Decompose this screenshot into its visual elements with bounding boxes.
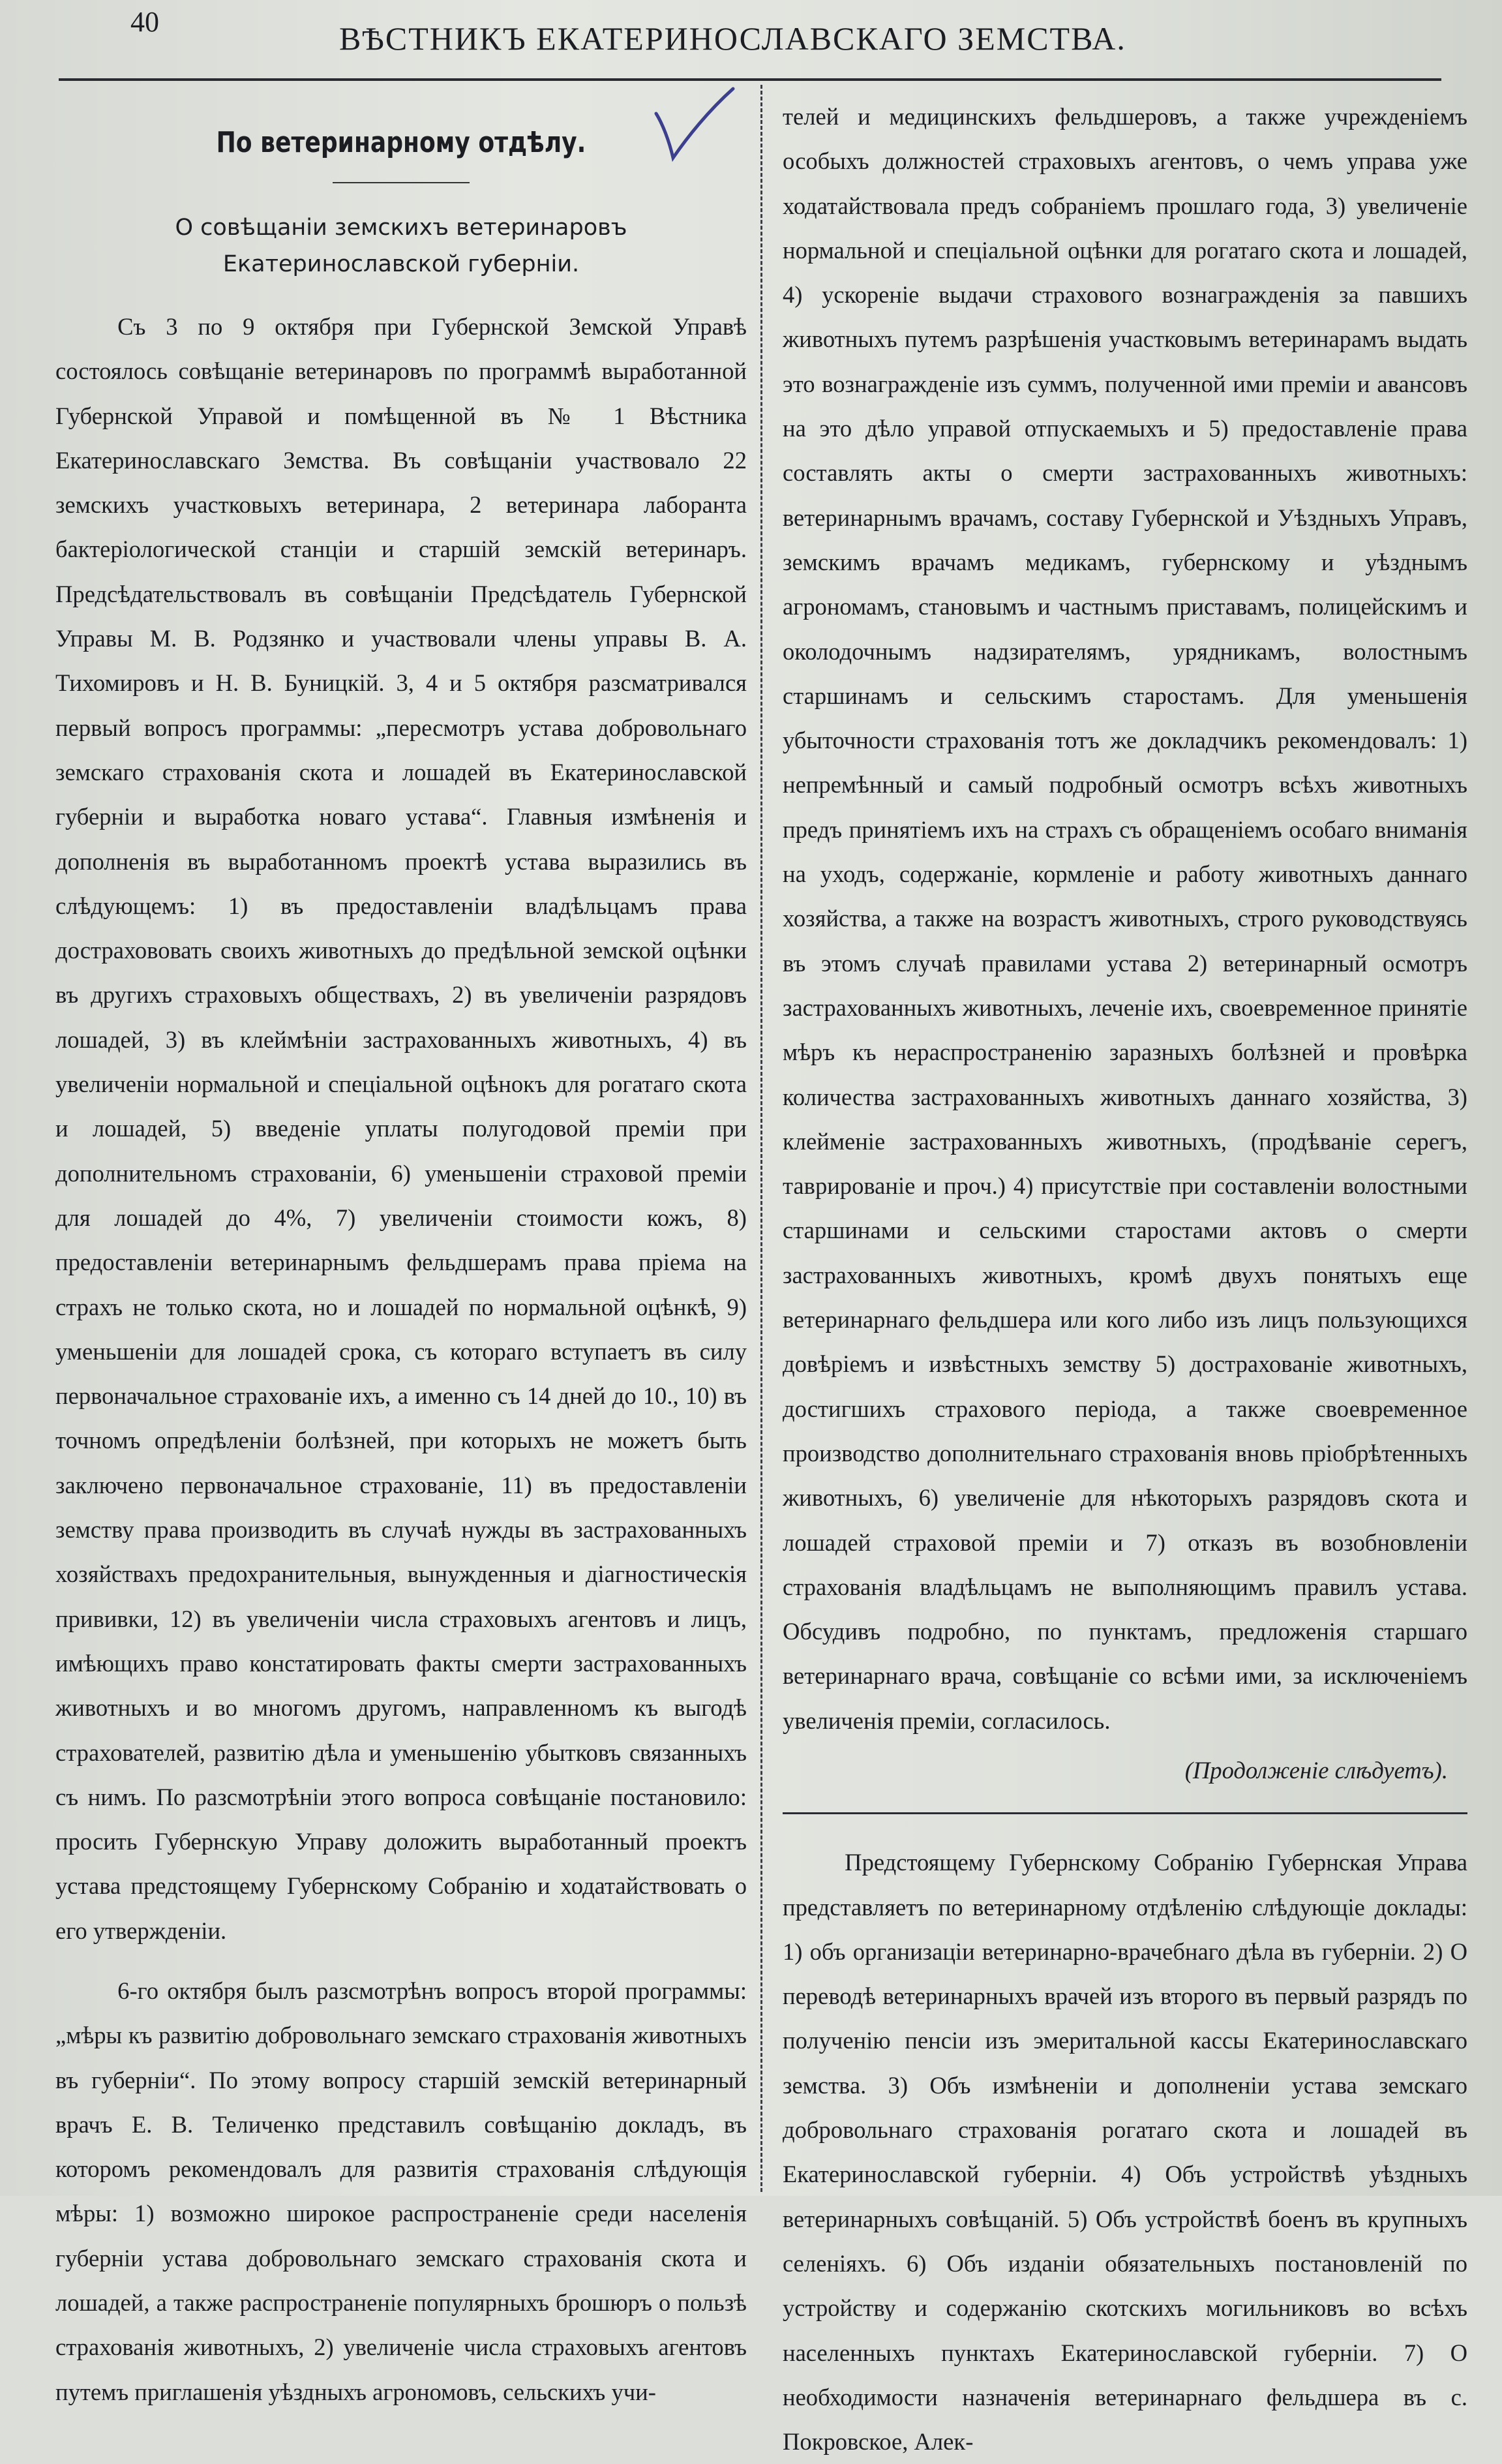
section-title: По ветеринарному отдѣлу. [216, 126, 586, 159]
subsection-title: О совѣщаніи земскихъ ветеринаровъ Екатеринославской губерніи. [175, 215, 627, 277]
left-column [55, 95, 747, 2414]
article-paragraph: 6-го октября былъ разсмотрѣнъ вопросъ второй программы: „мѣры къ развитію добровольнаго земскаго страхованія животныхъ въ губерніи“. По этому вопросу старшій земскій ветеринарный врачъ Е. В. Теличенко представилъ совѣщанію докладъ, въ которомъ рекомендовалъ для развитія страхованія слѣдующія мѣры: 1) возможно широкое распространеніе среди населенія губерніи устава добровольнаго земскаго страхованія скота и лошадей, а также распространеніе популярныхъ брошюръ о пользѣ страхованія животныхъ, 2) увеличеніе числа страховыхъ агентовъ путемъ приглашенія уѣздныхъ агрономовъ, сельскихъ учи- [55, 1977, 747, 2405]
right-column [783, 95, 1467, 2464]
article-paragraph: Съ 3 по 9 октября при Губернской Земской Управѣ состоялось совѣщаніе ветеринаровъ по программѣ выработанной Губернской Управой и помѣщенной въ № 1 Вѣстника Екатеринославскаго Земства. Въ совѣщаніи участвовало 22 земскихъ участковыхъ ветеринара, 2 ветеринара лаборанта бактеріологической станціи и старшій земскій ветеринаръ. Предсѣдательствовалъ въ совѣщаніи Предсѣдатель Губернской Управы М. В. Родзянко и участвовали члены управы В. А. Тихомировъ и Н. В. Буницкій. 3, 4 и 5 октября разсматривался первый вопросъ программы: „пересмотръ устава добровольнаго земскаго страхованія скота и лошадей въ Екатеринославской губерніи и выработка новаго устава“. Главныя измѣненія и дополненія въ выработанномъ проектѣ устава выразились въ слѣдующемъ: 1) въ предоставленіи владѣльцамъ права дострахововать своихъ животныхъ до предѣльной земской оцѣнки въ другихъ страховыхъ обществахъ, 2) въ увеличеніи разрядовъ лошадей, 3) въ клеймѣніи застрахованныхъ животныхъ, 4) въ увеличеніи нормальной и спеціальной оцѣнокъ для рогатаго скота и лошадей, 5) введеніе уплаты полугодовой преміи при дополнительномъ страхованіи, 6) уменьшеніи страховой преміи для лошадей до 4%, 7) увеличеніи стоимости кожъ, 8) предоставленіи ветеринарнымъ фельдшерамъ права пріема на страхъ не только скота, но и лошадей по нормальной оцѣнкѣ, 9) уменьшеніи для лошадей срока, съ котораго вступаетъ въ силу первоначальное страхованіе ихъ, а именно съ 14 дней до 10., 10) въ точномъ опредѣленіи болѣзней, при которыхъ не можетъ быть заключено первоначальное страхованіе, 11) въ предоставленіи земству права производить въ случаѣ нужды въ застрахованныхъ хозяйствахъ предохранительныя, вынужденныя и діагностическія прививки, 12) въ увеличеніи числа страховыхъ агентовъ и лицъ, имѣющихъ право констатировать факты смерти застрахованныхъ животныхъ и во многомъ другомъ, направленномъ къ выгодѣ страхователей, развитію дѣла и уменьшенію убытковъ связанныхъ съ нимъ. По разсмотрѣніи этого вопроса совѣщаніе постановило: просить Губернскую Управу доложить выработанный проектъ устава предстоящему Губернскому Собранію и ходатайствовать о его утвержденіи. [55, 313, 747, 1944]
continued-note: (Продолженіе слѣдуетъ). [1184, 1756, 1448, 1784]
journal-title: ВѢСТНИКЪ ЕКАТЕРИНОСЛАВСКАГО ЗЕМСТВА. [339, 20, 1126, 57]
title-rule [333, 182, 470, 183]
page-number: 40 [130, 6, 159, 38]
article-paragraph: телей и медицинскихъ фельдшеровъ, а также учрежденіемъ особыхъ должностей страховыхъ агентовъ, о чемъ управа уже ходатайствовала предъ собраніемъ прошлаго года, 3) увеличеніе нормальной и спеціальной оцѣнки для рогатаго скота и лошадей, 4) ускореніе выдачи страхового вознагражденія за павшихъ животныхъ путемъ разрѣшенія участковымъ ветеринарамъ выдать это вознагражденіе изъ суммъ, полученной ими преміи и авансовъ на это дѣло управой отпускаемыхъ и 5) предоставленіе права составлять акты о смерти застрахованныхъ животныхъ: ветеринарнымъ врачамъ, составу Губернской и Уѣздныхъ Управъ, земскимъ врачамъ медикамъ, губернскому и уѣзднымъ агрономамъ, становымъ и частнымъ приставамъ, полицейскимъ и околодочнымъ надзирателямъ, урядникамъ, волостнымъ старшинамъ и сельскимъ старостамъ. Для уменьшенія убыточности страхованія тотъ же докладчикъ рекомендовалъ: 1) непремѣнный и самый подробный осмотръ всѣхъ животныхъ предъ принятіемъ ихъ на страхъ съ обращеніемъ особаго вниманія на уходъ, содержаніе, кормленіе и работу животныхъ даннаго хозяйства, а также на возрастъ животныхъ, строго руководствуясь въ этомъ случаѣ правилами устава 2) ветеринарный осмотръ застрахованныхъ животныхъ, леченіе ихъ, своевременное принятіе мѣръ къ нераспространенію заразныхъ болѣзней и провѣрка количества застрахованныхъ животныхъ даннаго хозяйства, 3) клейменіе застрахованныхъ животныхъ, (продѣваніе серегъ, таврированіе и проч.) 4) присутствіе при составленіи волостными старшинами и сельскими старостами актовъ о смерти застрахованныхъ животныхъ, кромѣ двухъ понятыхъ еще ветеринарнаго фельдшера или кого либо изъ лицъ пользующихся довѣріемъ и извѣстныхъ земству 5) дострахованіе животныхъ, достигшихъ страхового періода, а также своевременное производство дополнительнаго страхованія вновь пріобрѣтенныхъ животныхъ, 6) увеличеніе для нѣкоторыхъ разрядовъ скота и лошадей страховой преміи и 7) отказъ въ возобновленіи страхованія владѣльцамъ не выполняющимъ правилъ устава. Обсудивъ подробно, по пунктамъ, предложенія старшаго ветеринарнаго врача, совѣщаніе со всѣми ими, за исключеніемъ увеличенія преміи, согласилось. [783, 103, 1467, 1734]
column-divider [760, 85, 762, 2192]
section-rule [783, 1812, 1467, 1814]
paragraph-spacer [55, 1953, 747, 1969]
article-paragraph: Предстоящему Губернскому Собранію Губернская Управа представляетъ по ветеринарному отдѣленію слѣдующіе доклады: 1) объ организаціи ветеринарно-врачебнаго дѣла въ губерніи. 2) О переводѣ ветеринарныхъ врачей изъ второго въ первый разрядъ по полученію пенсіи изъ эмеритальной кассы Екатеринославскаго земства. 3) Объ измѣненіи и дополненіи устава земскаго добровольнаго страхованія рогатаго скота и лошадей въ Екатеринославской губерніи. 4) Объ устройствѣ уѣздныхъ ветеринарныхъ совѣщаній. 5) Объ устройствѣ боенъ въ крупныхъ селеніяхъ. 6) Объ изданіи обязательныхъ постановленій по устройству и содержанію скотскихъ могильниковъ во всѣхъ населенныхъ пунктахъ Екатеринославской губерніи. 7) О необходимости назначенія ветеринарнаго фельдшера въ с. Покровское, Алек- [783, 1849, 1467, 2456]
header-rule [59, 78, 1441, 81]
